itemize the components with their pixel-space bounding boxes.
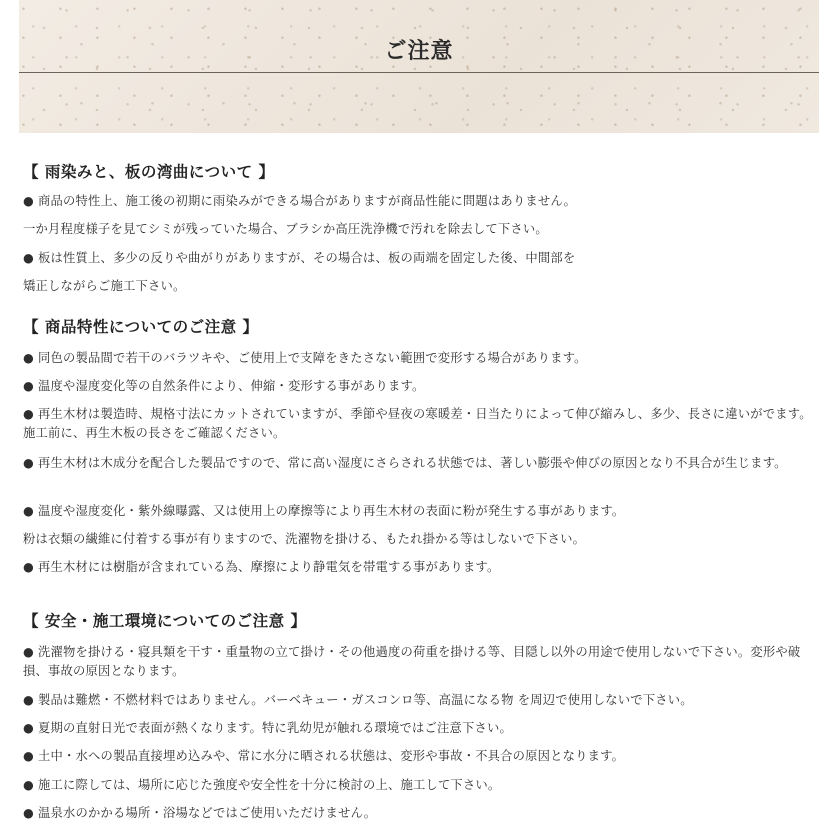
section-heading-safety-environment: 【 安全・施工環境についてのご注意 】	[23, 612, 307, 630]
notice-line: ● 再生木材は製造時、規格寸法にカットされていますが、季節や昼夜の寒暖差・日当たりによって伸び縮みし、多少、長さに違いがでます。施工前に、再生木板の長さをご確認ください。	[23, 407, 812, 440]
notice-line: 矯正しながらご施工下さい。	[23, 279, 186, 293]
notice-line: ● 温泉水のかかる場所・浴場などではご使用いただけません。	[23, 806, 377, 820]
notice-line: ● 温度や湿度変化・紫外線曝露、又は使用上の摩擦等により再生木材の表面に粉が発生する事があります。	[23, 504, 625, 518]
title-divider	[19, 72, 819, 73]
header-banner	[19, 0, 819, 133]
section-heading-rain-stain: 【 雨染みと、板の湾曲について 】	[23, 163, 275, 181]
notice-line: ● 商品の特性上、施工後の初期に雨染みができる場合がありますが商品性能に問題はありません。	[23, 194, 577, 208]
notice-line: 粉は衣類の繊維に付着する事が有りますので、洗濯物を掛ける、もたれ掛かる等はしないで下さい。	[23, 532, 586, 546]
section-heading-product-characteristics: 【 商品特性についてのご注意 】	[23, 318, 259, 336]
notice-line: ● 温度や湿度変化等の自然条件により、伸縮・変形する事があります。	[23, 379, 425, 393]
page-title: ご注意	[384, 39, 454, 64]
notice-line: ● 再生木材は木成分を配合した製品ですので、常に高い湿度にさらされる状態では、著しい膨張や伸びの原因となり不具合が生じます。	[23, 456, 787, 470]
notice-line: ● 再生木材には樹脂が含まれている為、摩擦により静電気を帯電する事があります。	[23, 560, 500, 574]
notice-line: ● 土中・水への製品直接埋め込みや、常に水分に晒される状態は、変形や事故・不具合の原因となります。	[23, 749, 625, 763]
notice-line: ● 夏期の直射日光で表面が熱くなります。特に乳幼児が触れる環境ではご注意下さい。	[23, 721, 512, 735]
notice-line: 一か月程度様子を見てシミが残っていた場合、ブラシか高圧洗浄機で汚れを除去して下さい。	[23, 222, 548, 236]
notice-line: ● 板は性質上、多少の反りや曲がりがありますが、その場合は、板の両端を固定した後、中間部を	[23, 251, 576, 265]
notice-line: ● 洗濯物を掛ける・寝具類を干す・重量物の立て掛け・その他過度の荷重を掛ける等、目隠し以外の用途で使用しないで下さい。変形や破損、事故の原因となります。	[23, 645, 801, 678]
notice-line: ● 施工に際しては、場所に応じた強度や安全性を十分に検討の上、施工して下さい。	[23, 778, 501, 792]
notice-line: ● 製品は難燃・不燃材料ではありません。バーベキュー・ガスコンロ等、高温になる物 を周辺で使用しないで下さい。	[23, 693, 693, 707]
notice-line: ● 同色の製品間で若干のバラツキや、ご使用上で支障をきたさない範囲で変形する場合があります。	[23, 351, 587, 365]
